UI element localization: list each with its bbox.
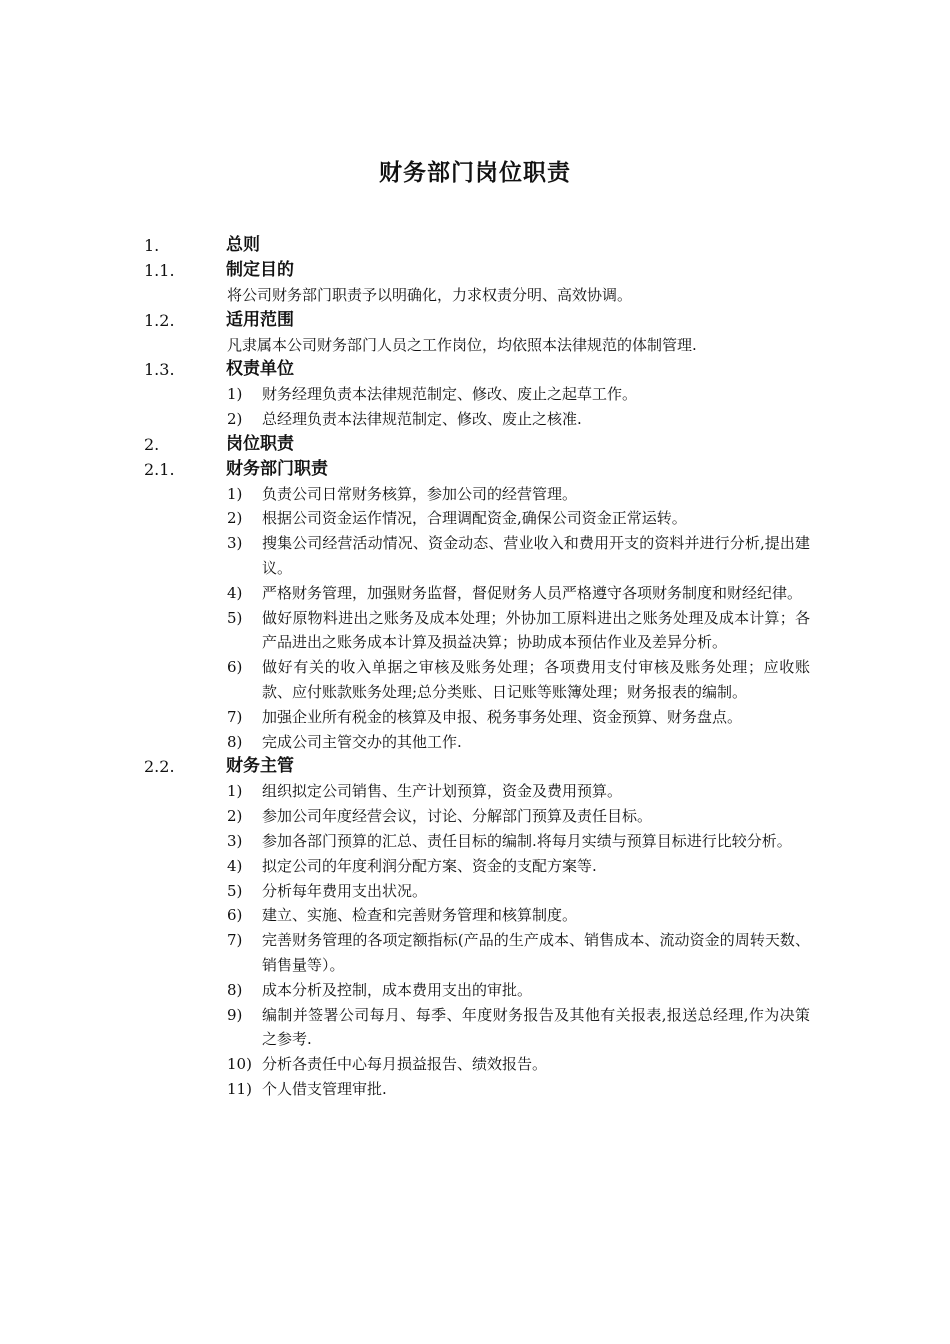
list-item-number: 4) bbox=[227, 583, 243, 602]
list-item bbox=[227, 1003, 810, 1053]
paragraph: 凡隶属本公司财务部门人员之工作岗位，均依照本法律规范的体制管理. bbox=[227, 335, 697, 354]
list-item-number: 8) bbox=[227, 980, 243, 999]
list-item bbox=[227, 407, 810, 432]
list-item-text: 严格财务管理，加强财务监督，督促财务人员严格遵守各项财务制度和财经纪律。 bbox=[262, 583, 803, 602]
list-item bbox=[227, 705, 810, 730]
list-item-number: 6) bbox=[227, 906, 243, 925]
subsection-heading bbox=[0, 357, 950, 382]
list-item-number: 1) bbox=[227, 385, 243, 403]
list-item-text: 财务经理负责本法律规范制定、修改、废止之起草工作。 bbox=[262, 385, 638, 403]
section-heading bbox=[0, 233, 950, 258]
section-title: 总则 bbox=[226, 235, 260, 255]
list-item-text: 加强企业所有税金的核算及申报、税务事务处理、资金预算、财务盘点。 bbox=[262, 707, 743, 726]
list-item bbox=[227, 779, 810, 804]
list-item-number: 9) bbox=[227, 1005, 243, 1024]
list-item-text: 参加各部门预算的汇总、责任目标的编制.将每月实绩与预算目标进行比较分析。 bbox=[262, 831, 792, 850]
list-item-text: 做好有关的收入单据之审核及账务处理；各项费用支付审核及账务处理；应收账款、应付账款账务处理;总分类账、日记账等账簿处理；财务报表的编制。 bbox=[262, 658, 810, 701]
section-number: 2. bbox=[144, 434, 160, 454]
list-item bbox=[227, 978, 810, 1003]
list-item bbox=[227, 1077, 810, 1102]
list-item-number: 3) bbox=[227, 831, 243, 850]
section-title: 岗位职责 bbox=[226, 433, 294, 454]
section-title: 制定目的 bbox=[226, 260, 294, 280]
document-body bbox=[0, 233, 950, 1102]
list-item bbox=[227, 655, 810, 705]
numbered-list bbox=[0, 382, 950, 432]
section-title: 权责单位 bbox=[226, 359, 294, 379]
list-item-number: 2) bbox=[227, 807, 243, 826]
list-item-text: 搜集公司经营活动情况、资金动态、营业收入和费用开支的资料并进行分析,提出建议。 bbox=[262, 534, 810, 577]
paragraph: 将公司财务部门职责予以明确化，力求权责分明、高效协调。 bbox=[227, 286, 633, 304]
section-title: 适用范围 bbox=[226, 309, 294, 330]
section-number: 1.1. bbox=[144, 261, 175, 280]
list-item bbox=[227, 903, 810, 928]
list-item-number: 5) bbox=[227, 608, 243, 627]
list-item bbox=[227, 879, 810, 904]
subsection-heading bbox=[0, 457, 950, 482]
list-item-number: 1) bbox=[227, 782, 243, 801]
list-item-number: 4) bbox=[227, 856, 243, 875]
section-number: 2.2. bbox=[144, 757, 175, 777]
list-item-number: 8) bbox=[227, 732, 243, 751]
list-item-number: 11) bbox=[227, 1079, 252, 1098]
page-title: 财务部门岗位职责 bbox=[379, 159, 571, 186]
list-item-text: 编制并签署公司每月、每季、年度财务报告及其他有关报表,报送总经理,作为决策之参考. bbox=[262, 1005, 810, 1049]
section-heading bbox=[0, 432, 950, 457]
section-number: 1.3. bbox=[144, 360, 175, 379]
list-item-text: 完善财务管理的各项定额指标(产品的生产成本、销售成本、流动资金的周转天数、销售量等）。 bbox=[262, 931, 810, 974]
list-item bbox=[227, 854, 810, 879]
list-item-text: 分析每年费用支出状况。 bbox=[262, 881, 428, 900]
list-item bbox=[227, 804, 810, 829]
list-item-text: 个人借支管理审批. bbox=[262, 1079, 387, 1098]
list-item-number: 5) bbox=[227, 881, 243, 900]
list-item bbox=[227, 829, 810, 854]
section-title: 财务主管 bbox=[226, 756, 294, 777]
section-number: 1. bbox=[144, 236, 160, 255]
list-item-number: 10) bbox=[227, 1055, 252, 1074]
subsection-heading bbox=[0, 308, 950, 333]
subsection-heading bbox=[0, 258, 950, 283]
list-item bbox=[227, 581, 810, 606]
list-item-text: 参加公司年度经营会议，讨论、分解部门预算及责任目标。 bbox=[262, 807, 653, 826]
list-item-text: 拟定公司的年度利润分配方案、资金的支配方案等. bbox=[262, 856, 597, 875]
list-item bbox=[227, 531, 810, 581]
list-item-text: 建立、实施、检查和完善财务管理和核算制度。 bbox=[262, 906, 578, 925]
list-item-text: 做好原物料进出之账务及成本处理；外协加工原料进出之账务处理及成本计算；各产品进出之账务成本计算及损益决算；协助成本预估作业及差异分析。 bbox=[262, 608, 810, 652]
numbered-list bbox=[0, 779, 950, 1101]
list-item-text: 负责公司日常财务核算，参加公司的经营管理。 bbox=[262, 484, 578, 503]
list-item-number: 3) bbox=[227, 534, 243, 553]
list-item bbox=[227, 506, 810, 531]
list-item-number: 1) bbox=[227, 484, 243, 503]
list-item-text: 根据公司资金运作情况，合理调配资金,确保公司资金正常运转。 bbox=[262, 509, 687, 528]
section-title: 财务部门职责 bbox=[226, 458, 328, 479]
list-item-text: 成本分析及控制，成本费用支出的审批。 bbox=[262, 980, 533, 999]
list-item-number: 7) bbox=[227, 707, 243, 726]
subsection-heading bbox=[0, 754, 950, 779]
list-item-text: 分析各责任中心每月损益报告、绩效报告。 bbox=[262, 1055, 548, 1074]
list-item-number: 7) bbox=[227, 931, 243, 950]
numbered-list bbox=[0, 482, 950, 755]
list-item bbox=[227, 382, 810, 407]
list-item bbox=[227, 1052, 810, 1077]
list-item bbox=[227, 606, 810, 656]
list-item bbox=[227, 482, 810, 507]
list-item-text: 完成公司主管交办的其他工作. bbox=[262, 732, 462, 751]
list-item-number: 2) bbox=[227, 509, 243, 528]
list-item bbox=[227, 928, 810, 978]
list-item-text: 组织拟定公司销售、生产计划预算，资金及费用预算。 bbox=[262, 782, 623, 801]
list-item-text: 总经理负责本法律规范制定、修改、废止之核准. bbox=[262, 409, 582, 428]
list-item-number: 6) bbox=[227, 658, 243, 677]
section-number: 1.2. bbox=[144, 310, 175, 330]
list-item bbox=[227, 730, 810, 755]
section-number: 2.1. bbox=[144, 459, 175, 479]
list-item-number: 2) bbox=[227, 409, 243, 428]
